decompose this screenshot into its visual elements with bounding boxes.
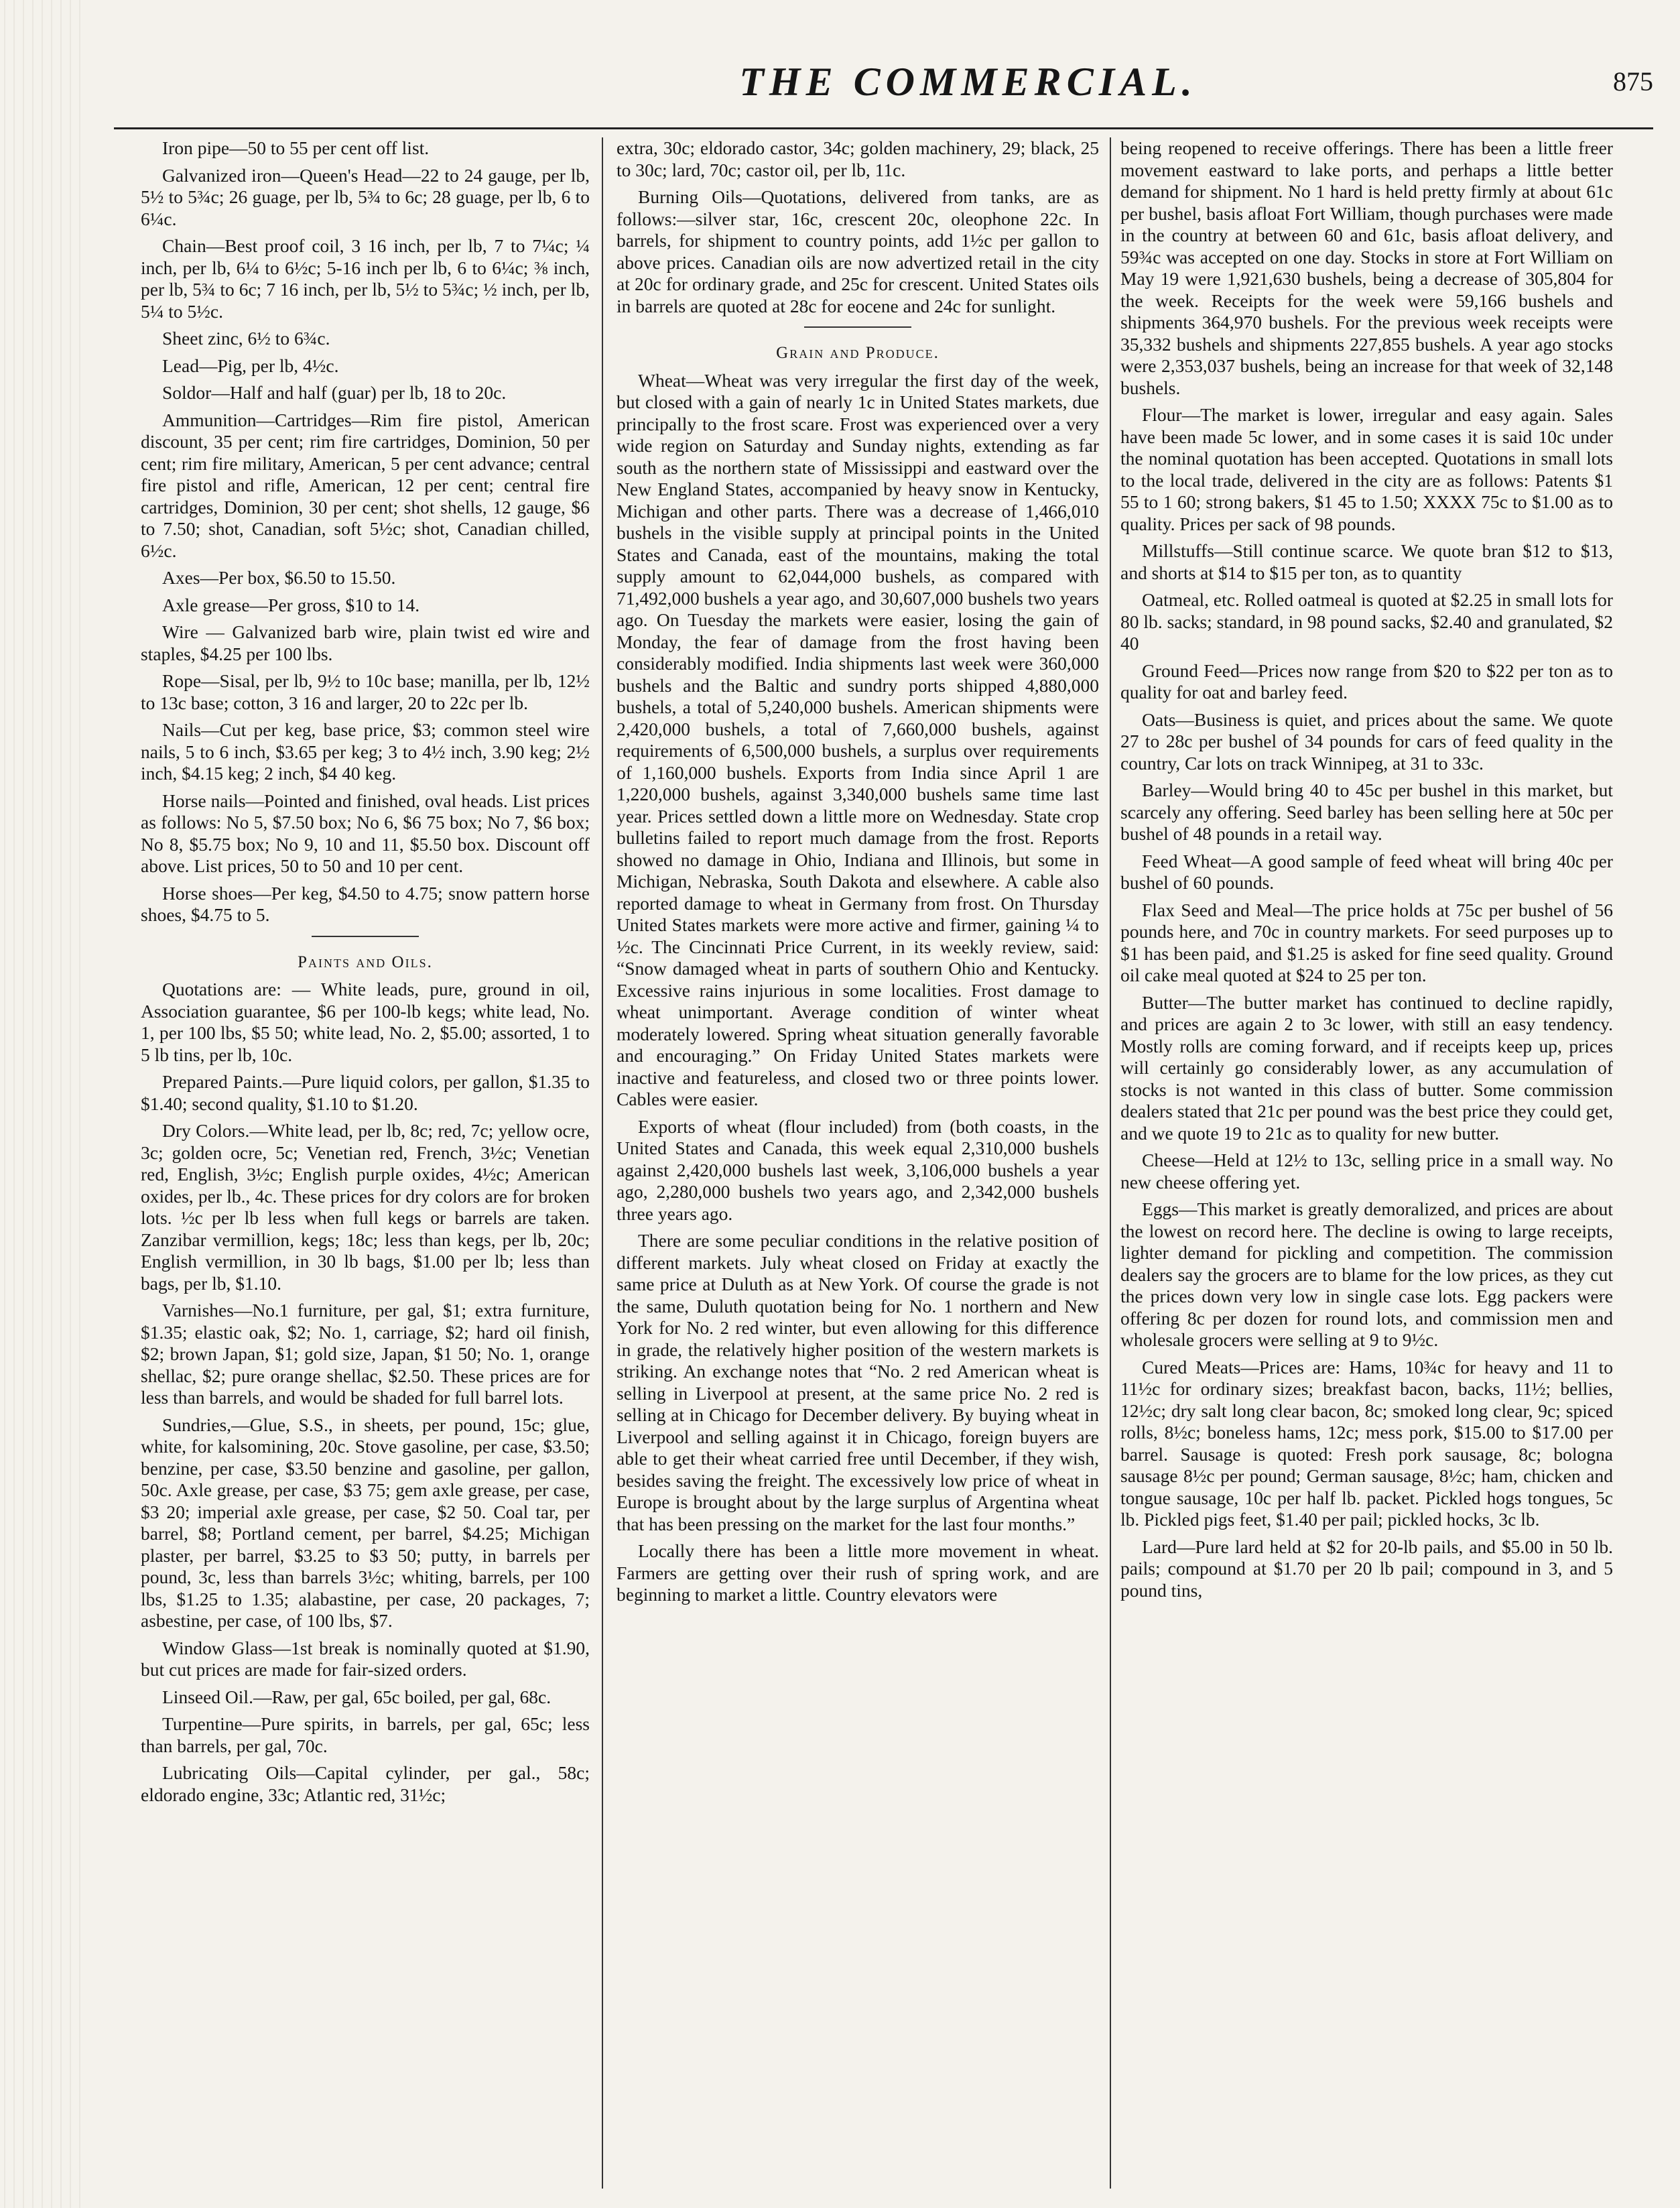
paragraph: Ammunition—Cartridges—Rim fire pistol, American discount, 35 per cent; rim fire cartridges, Dominion, 50 per cent; rim fire military, American, 5 per cent advance; central fire pistol and rifle, American, 12 per cent; central fire cartridges, Dominion, 30 per cent; shot shells, 12 gauge, $6 to 7.50; shot, Canadian, soft 5½c; shot, Canadian chilled, 6½c. <box>141 409 590 561</box>
section-heading-paints: Paints and Oils. <box>298 953 433 971</box>
paragraph: Barley—Would bring 40 to 45c per bushel in this market, but scarcely any offering. Seed barley has been selling here at 50c per bushel of 48 pounds in a retail way. <box>1120 780 1613 844</box>
paragraph: Quotations are: — White leads, pure, ground in oil, Association guarantee, $6 per 100-lb kegs; white lead, No. 1, per 100 lbs, $5 50; white lead, No. 2, $5.00; assorted, 1 to 5 lb tins, per lb, 10c. <box>141 979 590 1065</box>
column-3 <box>1120 137 1613 2189</box>
paragraph: There are some peculiar conditions in the relative position of different markets. July wheat closed on Friday at exactly the same price at Duluth as at New York. Of course the grade is not the same, Duluth quotation being for No. 1 northern and New York for No. 2 red winter, but even allowing for this difference in grade, the relatively higher position of the western markets is striking. An exchange notes that “No. 2 red American wheat is selling in Liverpool at present, at the same price No. 2 red is selling at in Chicago for December delivery. By buying wheat in Liverpool and selling against it in Chicago, foreign buyers are able to get their wheat carried free until December, if they wish, besides saving the freight. The excessively low price of wheat in Europe is brought about by the large surplus of Argentina wheat that has been pressing on the market for the last four months.” <box>617 1230 1099 1534</box>
paragraph: Sheet zinc, 6½ to 6¾c. <box>162 328 330 349</box>
paragraph: Chain—Best proof coil, 3 16 inch, per lb, 7 to 7¼c; ¼ inch, per lb, 6¼ to 6½c; 5-16 inch per lb, 6 to 6¼c; ⅜ inch, per lb, 5¾ to 6c; 7 16 inch, per lb, 5½ to 5¾c; ½ inch, per lb, 5¼ to 5½c. <box>141 235 590 322</box>
paragraph: Feed Wheat—A good sample of feed wheat will bring 40c per bushel of 60 pounds. <box>1120 850 1613 893</box>
paragraph: being reopened to receive offerings. There has been a little freer movement eastward to lake ports, and perhaps a little better demand for shipment. No 1 hard is held pretty firmly at about 61c per bushel, basis afloat Fort William, though purchases were made in the country at between 60 and 61c, basis afloat delivery, and 59¾c was accepted on one day. Stocks in store at Fort William on May 19 were 1,921,630 bushels, being a decrease of 305,804 for the week. Receipts for the week were 59,166 bushels and shipments 364,970 bushels. For the previous week receipts were 35,332 bushels and shipments 227,855 bushels. A year ago stocks were 2,353,037 bushels, being an increase for that week of 32,148 bushels. <box>1120 137 1613 398</box>
paragraph: Eggs—This market is greatly demoralized, and prices are about the lowest on record here. The decline is owing to large receipts, lighter demand for pickling and competition. The commission dealers say the grocers are to blame for the low prices, as they cut the prices down very low in single case lots. Egg packers were offering 8c per dozen for round lots, and commission men and wholesale grocers were selling at 9 to 9½c. <box>1120 1199 1613 1350</box>
paragraph: Window Glass—1st break is nominally quoted at $1.90, but cut prices are made for fair-sized orders. <box>141 1637 590 1680</box>
paragraph: Galvanized iron—Queen's Head—22 to 24 gauge, per lb, 5½ to 5¾c; 26 guage, per lb, 5¾ to 6c; 28 guage, per lb, 6 to 6¼c. <box>141 164 590 229</box>
paragraph: Horse nails—Pointed and finished, oval heads. List prices as follows: No 5, $7.50 box; No 6, $6 75 box; No 7, $6 box; No 8, $5.75 box; No 9, 10 and 11, $5.50 box. Discount off above. List prices, 50 to 50 and 10 per cent. <box>141 790 590 876</box>
paragraph: Dry Colors.—White lead, per lb, 8c; red, 7c; yellow ocre, 3c; golden ocre, 5c; Venetian red, French, 3½c; Venetian red, English, 3½c; English purple oxides, 4½c; American oxides, per lb., 4c. These prices for dry colors are for broken lots. ½c per lb less when full kegs or barrels are taken. Zanzibar vermillion, kegs; 18c; less than kegs, per lb, 20c; English vermillion, in 30 lb bags, $1.00 per lb; less than bags, per lb, $1.10. <box>141 1120 590 1294</box>
paragraph: Cheese—Held at 12½ to 13c, selling price in a small way. No new cheese offering yet. <box>1120 1150 1613 1192</box>
paragraph: Burning Oils—Quotations, delivered from tanks, are as follows:—silver star, 16c, crescent 20c, oleophone 22c. In barrels, for shipment to country points, add 1½c per gallon to above prices. Canadian oils are now advertized retail in the city at 20c for ordinary grade, and 25c for crescent. United States oils in barrels are quoted at 28c for eocene and 24c for sunlight. <box>617 186 1099 316</box>
binding-edge <box>0 0 80 2208</box>
paragraph: Millstuffs—Still continue scarce. We quote bran $12 to $13, and shorts at $14 to $15 per ton, as to quantity <box>1120 540 1613 583</box>
paragraph: Ground Feed—Prices now range from $20 to $22 per ton as to quality for oat and barley feed. <box>1120 660 1613 702</box>
paragraph: Lead—Pig, per lb, 4½c. <box>162 355 339 376</box>
column-1 <box>141 137 590 2189</box>
column-2 <box>617 137 1099 2189</box>
paragraph: Oats—Business is quiet, and prices about the same. We quote 27 to 28c per bushel of 34 pounds for cars of feed quality in the country, Car lots on track Winnipeg, at 31 to 33c. <box>1120 709 1613 774</box>
column-divider <box>602 137 603 2189</box>
paragraph: Cured Meats—Prices are: Hams, 10¾c for heavy and 11 to 11½c for ordinary sizes; breakfast bacon, backs, 11½; bellies, 12½c; dry salt long clear bacon, 8c; smoked long clear, 9c; spiced rolls, 8½c; boneless hams, 12c; mess pork, $15.00 to $17.00 per barrel. Sausage is quoted: Fresh pork sausage, 8c; bologna sausage 8½c per pound; German sausage, 8½c; ham, chicken and tongue sausage, 10c per half lb. packet. Pickled hogs tongues, 5c lb. Pickled pigs feet, $1.40 per pail; pickled hocks, 3c lb. <box>1120 1356 1613 1530</box>
paragraph: Axle grease—Per gross, $10 to 14. <box>162 594 420 615</box>
paragraph: Wheat—Wheat was very irregular the first day of the week, but closed with a gain of nearly 1c in United States markets, due principally to the frost scare. Frost was experienced over a very wide region on Saturday and Sunday nights, extending as far south as the northern state of Mississippi and eastward over the New England States, accompanied by heavy snow in Kentucky, Michigan and other parts. There was a decrease of 1,466,010 bushels in the visible supply at principal points in the United States and Canada, east of the mountains, making the total supply amount to 62,044,000 bushels, as compared with 71,492,000 bushels a year ago, and 30,607,000 bushels two years ago. On Tuesday the markets were easier, losing the gain of Monday, the fear of damage from the frost having been considerably modified. India shipments last week were 360,000 bushels and the Baltic and sundry ports shipped 4,880,000 bushels, a total of 5,240,000 bushels. American shipments were 2,420,000 bushels, a total of 7,660,000 bushels, against requirements of 6,500,000 bushels, a surplus over requirements of 1,160,000 bushels. Exports from India since April 1 are 1,220,000 bushels, against 3,340,000 bushels same time last year. Prices settled down a little more on Wednesday. State crop bulletins failed to report much damage from the frost. Reports showed no damage in Ohio, Indiana and Illinois, but some in Michigan, Nebraska, South Dakota and elsewhere. A cable also reported damage to wheat in Germany from frost. On Thursday United States markets were more active and firmer, gaining ¼ to ½c. The Cincinnati Price Current, in its weekly review, said: “Snow damaged wheat in parts of southern Ohio and Kentucky. Excessive rains injurious in some localities. Frost damage to wheat unimportant. Average condition of winter wheat moderately lowered. Spring wheat situation generally favorable and encouraging.” On Friday United States markets were inactive and featureless, and closed two or three points lower. Cables were easier. <box>617 369 1099 1109</box>
paragraph: Soldor—Half and half (guar) per lb, 18 to 20c. <box>162 382 507 403</box>
paragraph: Oatmeal, etc. Rolled oatmeal is quoted at $2.25 in small lots for 80 lb. sacks; standard, in 98 pound sacks, $2.40 and granulated, $2 40 <box>1120 589 1613 654</box>
masthead: THE COMMERCIAL. <box>739 60 1198 104</box>
paragraph: Axes—Per box, $6.50 to 15.50. <box>162 567 396 588</box>
section-heading-grain: Grain and Produce. <box>776 344 940 362</box>
paragraph: Lubricating Oils—Capital cylinder, per gal., 58c; eldorado engine, 33c; Atlantic red, 31½c; <box>141 1762 590 1805</box>
paragraph: Horse shoes—Per keg, $4.50 to 4.75; snow pattern horse shoes, $4.75 to 5. <box>141 882 590 925</box>
paragraph: Locally there has been a little more movement in wheat. Farmers are getting over their rush of spring work, and are beginning to market a little. Country elevators were <box>617 1540 1099 1605</box>
paragraph: Varnishes—No.1 furniture, per gal, $1; extra furniture, $1.35; elastic oak, $2; No. 1, carriage, $2; hard oil finish, $2; brown Japan, $1; gold size, Japan, $1 50; No. 1, orange shellac, $2; pure orange shellac, $2.50. These prices are for less than barrels, and would be shaded for full barrel lots. <box>141 1300 590 1408</box>
paragraph: Rope—Sisal, per lb, 9½ to 10c base; manilla, per lb, 12½ to 13c base; cotton, 3 16 and larger, 20 to 22c per lb. <box>141 670 590 713</box>
paragraph: Linseed Oil.—Raw, per gal, 65c boiled, per gal, 68c. <box>162 1686 552 1707</box>
column-divider <box>1110 137 1111 2189</box>
paragraph: Wire — Galvanized barb wire, plain twist ed wire and staples, $4.25 per 100 lbs. <box>141 621 590 664</box>
paragraph: Flour—The market is lower, irregular and easy again. Sales have been made 5c lower, and in some cases it is said 10c under the nominal quotation has been accepted. Quotations in small lots to the local trade, delivered in the city are as follows: Patents $1 55 to 1 60; strong bakers, $1 45 to 1.50; XXXX 75c to $1.00 as to quality. Prices per sack of 98 pounds. <box>1120 404 1613 534</box>
paragraph: Prepared Paints.—Pure liquid colors, per gallon, $1.35 to $1.40; second quality, $1.10 to $1.20. <box>141 1071 590 1114</box>
section-rule <box>312 936 419 937</box>
paragraph: Butter—The butter market has continued to decline rapidly, and prices are again 2 to 3c lower, with still an easy tendency. Mostly rolls are coming forward, and if receipts keep up, prices will certainly go considerably lower, as any accumulation of stocks is not wanted in this class of butter. Some commission dealers stated that 21c per pound was the best price they could get, and we quote 19 to 21c as to quality for new butter. <box>1120 991 1613 1144</box>
paragraph: Turpentine—Pure spirits, in barrels, per gal, 65c; less than barrels, per gal, 70c. <box>141 1713 590 1756</box>
paragraph: Exports of wheat (flour included) from (both coasts, in the United States and Canada, this week equal 2,310,000 bushels against 2,420,000 bushels last week, 3,106,000 bushels a year ago, 2,280,000 bushels two years ago, and 2,342,000 bushels three years ago. <box>617 1115 1099 1224</box>
paragraph: Flax Seed and Meal—The price holds at 75c per bushel of 56 pounds here, and 70c in country markets. For seed purposes up to $1 has been paid, and $1.25 is asked for fine seed quality. Ground oil cake meal quoted at $24 to 25 per ton. <box>1120 899 1613 985</box>
page-header <box>114 59 1653 113</box>
paragraph: Sundries,—Glue, S.S., in sheets, per pound, 15c; glue, white, for kalsomining, 20c. Stove gasoline, per case, $3.50; benzine, per case, $3.50 benzine and gasoline, per gallon, 50c. Axle grease, per case, $3 75; gem axle grease, per case, $3 20; imperial axle grease, per case, $2 50. Coal tar, per barrel, $8; Portland cement, per barrel, $4.25; Michigan plaster, per barrel, $3.25 to $3 50; putty, in barrels per pound, 3c, less than barrels 3½c; whiting, barrels, per 100 lbs, $1.25 to 1.35; alabastine, per case, 20 packages, 7; asbestine, per case, of 100 lbs, $7. <box>141 1414 590 1631</box>
header-rule <box>114 127 1653 129</box>
paragraph: extra, 30c; eldorado castor, 34c; golden machinery, 29; black, 25 to 30c; lard, 70c; castor oil, per lb, 11c. <box>617 137 1099 180</box>
section-rule <box>804 326 911 328</box>
paragraph: Nails—Cut per keg, base price, $3; common steel wire nails, 5 to 6 inch, $3.65 per keg; 3 to 4½ inch, 3.90 keg; 2½ inch, $4.15 keg; 2 inch, $4 40 keg. <box>141 719 590 784</box>
paragraph: Iron pipe—50 to 55 per cent off list. <box>162 137 430 158</box>
page-number: 875 <box>1613 66 1653 97</box>
paragraph: Lard—Pure lard held at $2 for 20-lb pails, and $5.00 in 50 lb. pails; compound at $1.70 per 20 lb pail; compound in 3, and 5 pound tins, <box>1120 1536 1613 1601</box>
